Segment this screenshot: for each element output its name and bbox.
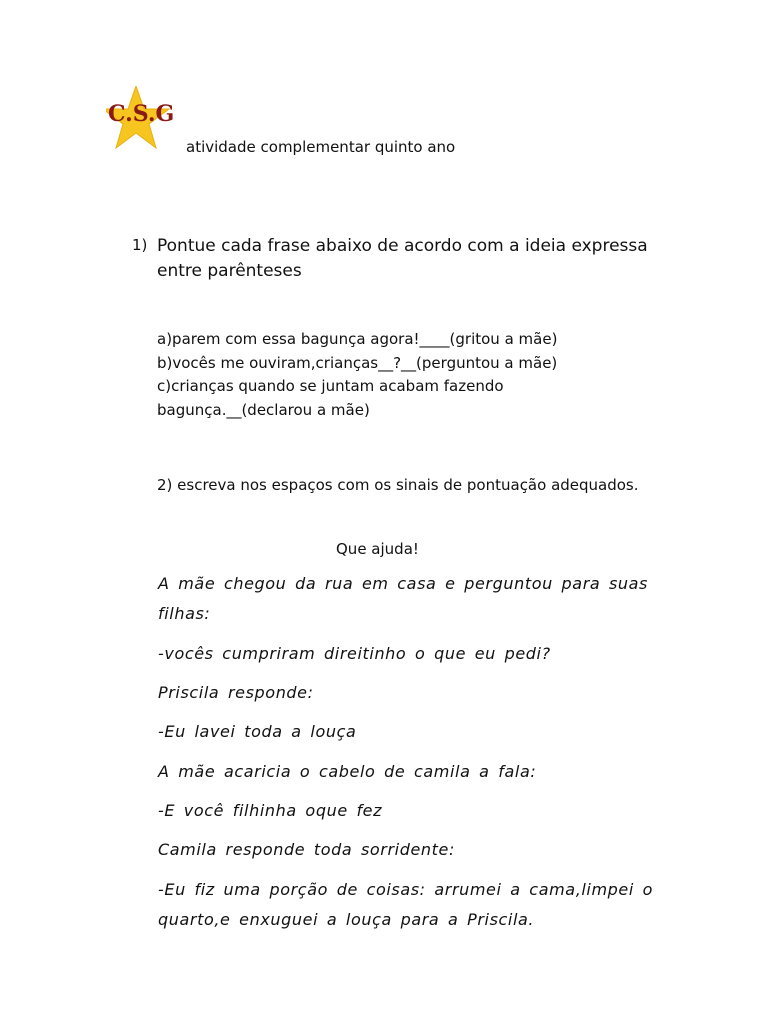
story-line: -Eu lavei toda a louça [158, 722, 357, 741]
question-1-number: 1) [132, 236, 148, 254]
story-line: Camila responde toda sorridente: [158, 840, 455, 859]
story-line: -vocês cumpriram direitinho o que eu pedi? [158, 644, 551, 663]
story-line: -E você filhinha oque fez [158, 801, 383, 820]
story-line: A mãe chegou da rua em casa e perguntou para suas [158, 574, 648, 593]
question-2-text: 2) escreva nos espaços com os sinais de pontuação adequados. [157, 476, 639, 494]
activity-subtitle: atividade complementar quinto ano [186, 138, 456, 156]
question-1-items [157, 328, 657, 422]
question-1-item-b: b)vocês me ouviram,crianças__?__(perguntou a mãe) [157, 353, 558, 372]
story-line: A mãe acaricia o cabelo de camila a fala: [158, 762, 537, 781]
story-title: Que ajuda! [336, 540, 419, 558]
story-line: Priscila responde: [158, 683, 314, 702]
school-logo [106, 86, 190, 152]
logo-text: C.S.G [108, 101, 175, 127]
story-line: filhas: [158, 604, 211, 623]
question-1-item-a: a)parem com essa bagunça agora!____(gritou a mãe) [157, 330, 558, 348]
story-line: quarto,e enxuguei a louça para a Priscila. [158, 910, 535, 929]
story-line: -Eu fiz uma porção de coisas: arrumei a cama,limpei o [158, 880, 653, 899]
question-1-item-c: c)crianças quando se juntam acabam fazendo bagunça.__(declarou a mãe) [157, 377, 504, 419]
question-1-text: Pontue cada frase abaixo de acordo com a ideia expressa entre parênteses [157, 236, 648, 281]
